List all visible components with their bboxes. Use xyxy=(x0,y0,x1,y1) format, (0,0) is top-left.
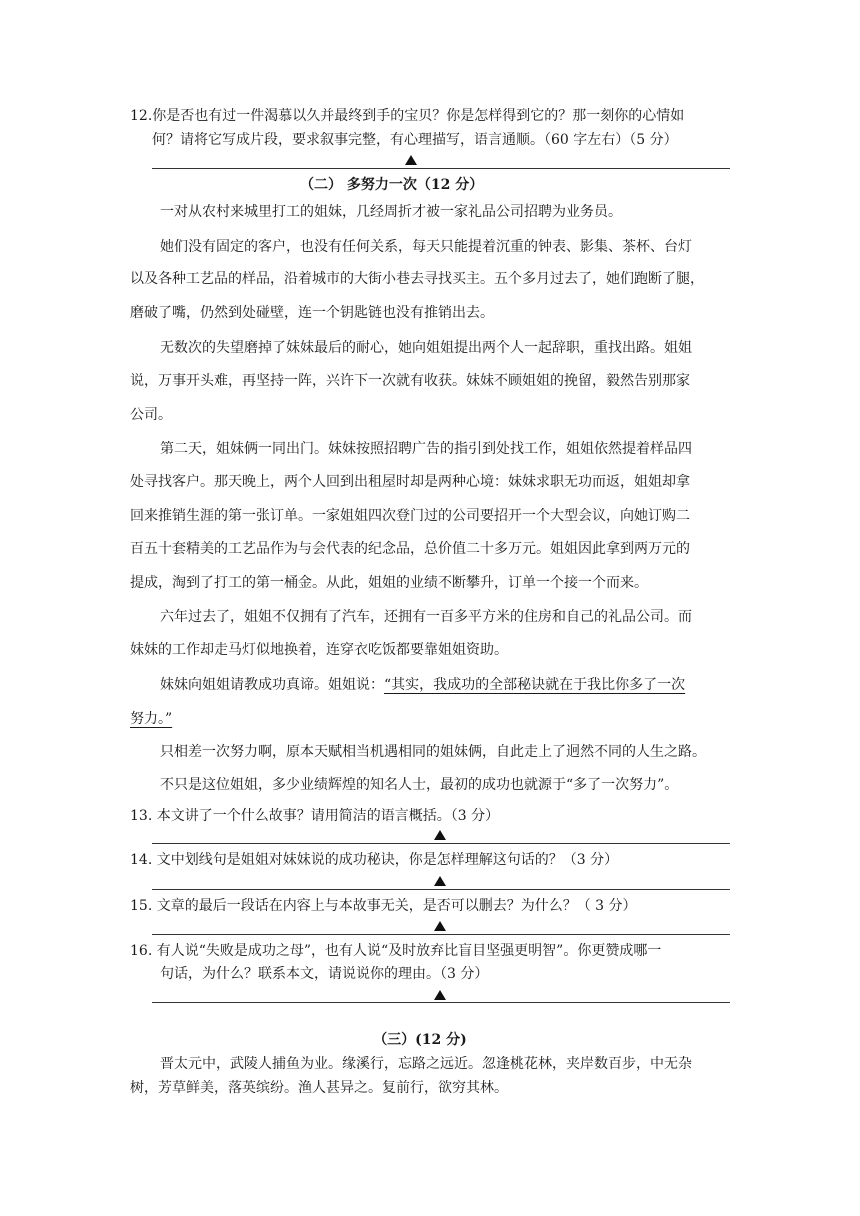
question-14: 14. 文中划线句是姐姐对妹妹说的成功秘诀，你是怎样理解这句话的？（3 分） xyxy=(130,852,619,868)
section-3-title: （三）(12 分) xyxy=(373,1032,467,1048)
question-16-line-1: 16. 有人说“失败是成功之母”，也有人说“及时放弃比盲目坚强更明智”。你更赞成哪一 xyxy=(130,943,662,959)
underlined-quote-end: 努力。” xyxy=(130,711,173,727)
answer-line xyxy=(152,168,730,169)
section-3-line-2: 树，芳草鲜美，落英缤纷。渔人甚异之。复前行，欲穷其林。 xyxy=(130,1080,508,1096)
question-12-line-2: 何？请将它写成片段，要求叙事完整，有心理描写，语言通顺。（60 字左右）（5 分） xyxy=(152,132,678,148)
answer-line xyxy=(152,1002,730,1003)
paragraph-4-line-1: 第二天，姐妹俩一同出门。妹妹按照招聘广告的指引到处找工作，姐姐依然提着样品四 xyxy=(160,441,692,457)
paragraph-1: 一对从农村来城里打工的姐妹，几经周折才被一家礼品公司招聘为业务员。 xyxy=(160,204,622,220)
answer-line xyxy=(152,889,730,890)
paragraph-8: 不只是这位姐姐，多少业绩辉煌的知名人士，最初的成功也就源于“多了一次努力”。 xyxy=(160,777,679,793)
question-15: 15. 文章的最后一段话在内容上与本故事无关，是否可以删去？为什么？（ 3 分） xyxy=(130,898,637,914)
paragraph-6-line-2 xyxy=(130,709,172,729)
question-13: 13. 本文讲了一个什么故事？请用简洁的语言概括。（3 分） xyxy=(130,808,500,824)
answer-triangle-icon xyxy=(434,876,446,886)
answer-line xyxy=(152,843,730,844)
answer-triangle-icon xyxy=(405,155,417,165)
paragraph-2-line-3: 磨破了嘴，仍然到处碰壁，连一个钥匙链也没有推销出去。 xyxy=(130,305,494,321)
paragraph-3-line-2: 说，万事开头难，再坚持一阵，兴许下一次就有收获。妹妹不顾姐姐的挽留，毅然告别那家 xyxy=(130,373,690,389)
paragraph-2-line-1: 她们没有固定的客户，也没有任何关系，每天只能提着沉重的钟表、影集、茶杯、台灯 xyxy=(160,239,692,255)
answer-line xyxy=(152,934,730,935)
underlined-quote: “其实，我成功的全部秘诀就在于我比你多了一次 xyxy=(384,677,686,693)
answer-triangle-icon xyxy=(434,921,446,931)
paragraph-7: 只相差一次努力啊，原本天赋相当机遇相同的姐妹俩，自此走上了迥然不同的人生之路。 xyxy=(160,744,706,760)
question-16-line-2: 句话，为什么？联系本文，请说说你的理由。（3 分） xyxy=(160,966,489,982)
paragraph-5-line-1: 六年过去了，姐姐不仅拥有了汽车，还拥有一百多平方米的住房和自己的礼品公司。而 xyxy=(160,609,692,625)
paragraph-4-line-3: 回来推销生涯的第一张订单。一家姐姐四次登门过的公司要招开一个大型会议，向她订购二 xyxy=(130,508,690,524)
section-3-line-1: 晋太元中，武陵人捕鱼为业。缘溪行，忘路之远近。忽逢桃花林，夹岸数百步，中无杂 xyxy=(160,1056,692,1072)
paragraph-4-line-2: 处寻找客户。那天晚上，两个人回到出租屋时却是两种心境：妹妹求职无功而返，姐姐却拿 xyxy=(130,474,690,490)
section-2-title: （二） 多努力一次（12 分） xyxy=(300,177,484,193)
paragraph-6-line-1 xyxy=(160,675,685,695)
question-12-line-1: 12.你是否也有过一件渴慕以久并最终到手的宝贝？你是怎样得到它的？那一刻你的心情如 xyxy=(130,108,685,124)
paragraph-3-line-1: 无数次的失望磨掉了妹妹最后的耐心，她向姐姐提出两个人一起辞职，重找出路。姐姐 xyxy=(160,340,692,356)
paragraph-2-line-2: 以及各种工艺品的样品，沿着城市的大街小巷去寻找买主。五个多月过去了，她们跑断了腿， xyxy=(130,271,704,287)
paragraph-5-line-2: 妹妹的工作却走马灯似地换着，连穿衣吃饭都要靠姐姐资助。 xyxy=(130,642,508,658)
paragraph-3-line-3: 公司。 xyxy=(130,407,172,423)
answer-triangle-icon xyxy=(434,830,446,840)
paragraph-4-line-5: 提成，淘到了打工的第一桶金。从此，姐姐的业绩不断攀升，订单一个接一个而来。 xyxy=(130,575,648,591)
paragraph-4-line-4: 百五十套精美的工艺品作为与会代表的纪念品，总价值二十多万元。姐姐因此拿到两万元的 xyxy=(130,541,690,557)
paragraph-6-lead: 妹妹向姐姐请教成功真谛。姐姐说： xyxy=(160,677,384,693)
answer-triangle-icon xyxy=(434,990,446,1000)
